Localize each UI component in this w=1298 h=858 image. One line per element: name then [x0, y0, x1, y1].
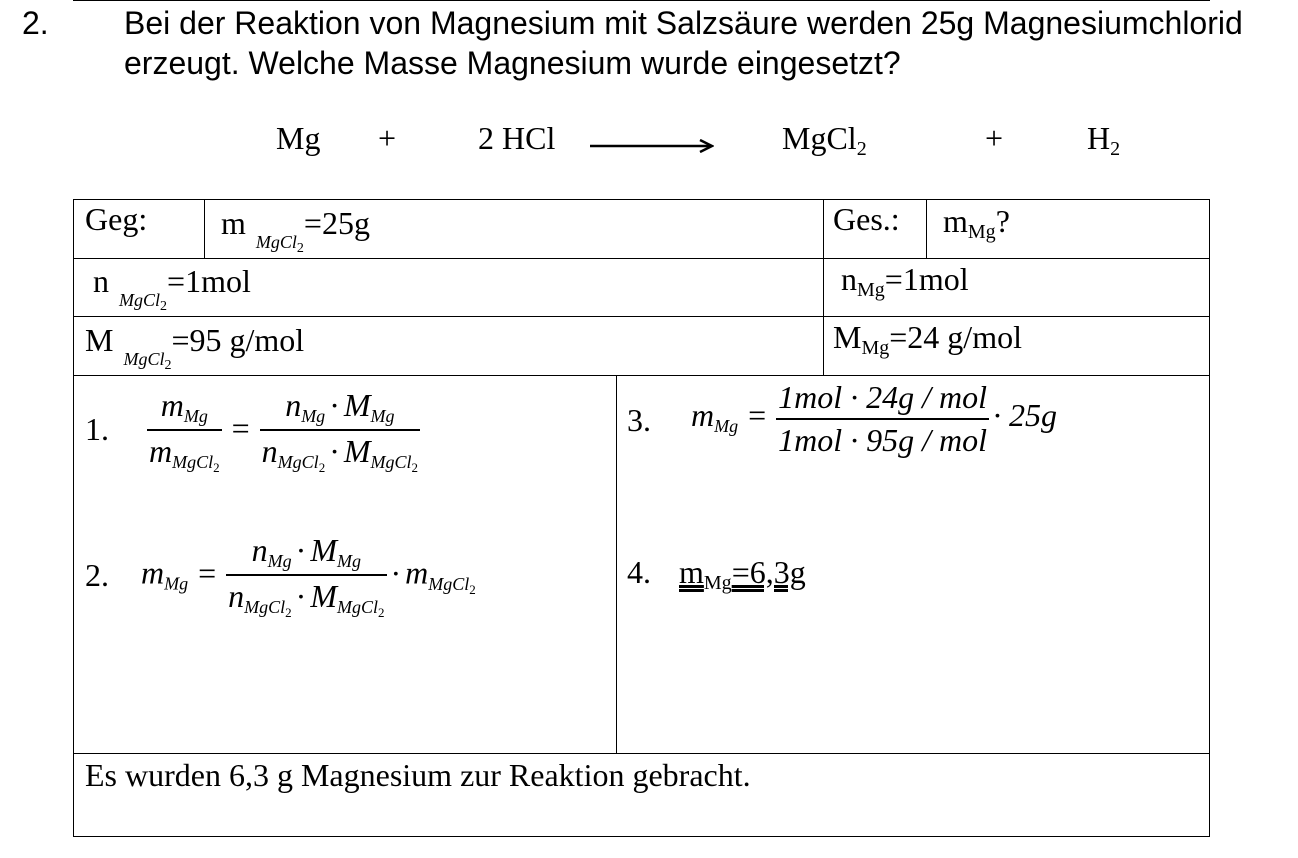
denominator	[147, 433, 222, 476]
question-text-line2: erzeugt. Welche Masse Magnesium wurde eingesetzt?	[124, 45, 901, 81]
subscript-index: 2	[285, 604, 292, 620]
question-text-line1: Bei der Reaktion von Magnesium mit Salzsäure werden 25g Magnesiumchlorid	[124, 5, 1243, 41]
mass-symbol: m	[405, 554, 429, 591]
mgcl2-subscript	[277, 451, 326, 475]
step-4-number: 4.	[627, 554, 651, 590]
amount-molar-fraction	[260, 387, 420, 476]
mass-symbol: m	[149, 432, 173, 469]
given-mass-subscript	[255, 232, 304, 256]
given-amount-subscript	[119, 290, 168, 314]
mg-subscript: Mg	[301, 406, 326, 426]
table-border	[73, 199, 74, 837]
table-border	[1209, 199, 1210, 837]
step-1-number: 1.	[85, 411, 109, 447]
given-molar-mass-subscript	[123, 349, 172, 373]
mass-symbol: m	[141, 554, 165, 591]
sought-mass-subscript: Mg	[967, 221, 996, 243]
subscript-text: MgCl	[277, 451, 319, 472]
denominator: 1mol · 95g / mol	[778, 421, 988, 458]
step-3-formula	[691, 379, 1057, 459]
plus-sign-1: +	[378, 120, 397, 156]
answer-sentence: Es wurden 6,3 g Magnesium zur Reaktion gebracht.	[85, 757, 751, 793]
molar-mass-symbol: M	[310, 577, 337, 614]
given-amount-mgcl2	[93, 263, 251, 315]
mass-ratio-fraction	[147, 387, 222, 476]
subscript-text: MgCl	[119, 290, 161, 310]
mg-subscript: Mg	[183, 406, 208, 426]
sought-molar-mass-value: =24 g/mol	[889, 319, 1022, 355]
subscript-index: 2	[318, 459, 326, 475]
reactant-hcl: 2 HCl	[478, 120, 556, 156]
mg-subscript: Mg	[336, 551, 361, 571]
fraction-bar	[260, 429, 420, 431]
table-divider	[73, 753, 1210, 754]
table-border	[73, 836, 1210, 837]
sought-amount-subscript: Mg	[857, 279, 885, 301]
table-divider	[616, 375, 617, 753]
subscript-index: 2	[296, 241, 304, 256]
result-mass-value: =6,3g	[731, 554, 806, 590]
step-2-number: 2.	[85, 557, 109, 593]
given-molar-mass-symbol: M	[85, 322, 114, 358]
multiply-dot: ·	[295, 577, 307, 614]
given-label: Geg:	[85, 201, 148, 237]
subscript-index: 2	[378, 604, 385, 620]
reaction-arrow-icon	[590, 139, 714, 153]
subscript-index: 2	[411, 459, 419, 475]
sought-molar-mass-symbol: M	[833, 319, 862, 355]
sought-question-mark: ?	[995, 203, 1010, 239]
given-mass-mgcl2	[221, 205, 370, 257]
step-4-result	[679, 554, 806, 595]
step-1-formula	[147, 387, 420, 476]
subscript-index: 2	[160, 299, 168, 314]
product-mgcl2-subscript: 2	[856, 138, 867, 160]
subscript-index: 2	[469, 581, 476, 597]
amount-symbol: n	[261, 432, 278, 469]
sought-molar-mass-mg	[833, 319, 1022, 360]
mg-subscript: Mg	[714, 416, 739, 437]
mgcl2-subscript	[370, 451, 419, 475]
product-h2-text: H	[1087, 120, 1111, 156]
sought-amount-mg	[841, 261, 969, 302]
sought-mass-mg	[943, 203, 1010, 244]
multiply-dot: ·	[390, 554, 402, 591]
subscript-text: MgCl	[244, 596, 286, 617]
fraction-bar	[226, 574, 386, 576]
numerator	[250, 532, 363, 572]
denominator	[260, 433, 420, 476]
mass-symbol: m	[160, 387, 184, 423]
sought-mass-symbol: m	[943, 203, 968, 239]
table-divider	[926, 199, 927, 258]
multiply-dot: ·	[295, 532, 307, 568]
subscript-index: 2	[213, 459, 220, 475]
sought-amount-symbol: n	[841, 261, 857, 297]
mgcl2-subscript	[336, 596, 385, 620]
given-amount-value: =1mol	[167, 263, 251, 299]
table-divider	[73, 316, 1210, 317]
table-divider	[823, 199, 824, 375]
sought-molar-mass-subscript: Mg	[861, 337, 890, 359]
equals-sign: =	[748, 397, 767, 434]
mgcl2-subscript	[428, 573, 476, 597]
subscript-text: MgCl	[336, 596, 378, 617]
given-mass-value: =25g	[303, 205, 370, 241]
molar-mass-symbol: M	[310, 532, 337, 568]
solution-table	[73, 199, 1210, 837]
product-mgcl2-text: MgCl	[782, 120, 857, 156]
top-rule	[73, 0, 1210, 1]
mgcl2-subscript	[172, 451, 220, 475]
given-molar-mass-mgcl2	[85, 322, 304, 374]
reactant-mg: Mg	[276, 120, 321, 156]
subscript-text: MgCl	[172, 451, 214, 472]
given-amount-symbol: n	[93, 263, 109, 299]
subscript-text: MgCl	[428, 573, 470, 594]
molar-mass-symbol: M	[343, 387, 371, 423]
multiply-dot: ·	[329, 387, 340, 423]
plus-sign-2: +	[985, 120, 1004, 156]
amount-symbol: n	[228, 577, 245, 614]
mg-subscript: Mg	[370, 406, 395, 426]
mass-symbol: m	[691, 397, 715, 434]
equals-sign: =	[198, 554, 217, 591]
mg-subscript: Mg	[164, 573, 189, 594]
numerator	[159, 387, 210, 427]
subscript-index: 2	[164, 358, 172, 373]
fraction-bar	[147, 429, 222, 431]
denominator	[226, 578, 386, 621]
amount-molar-fraction	[226, 532, 386, 621]
result-mass-symbol: m	[679, 554, 704, 590]
calculation-fraction	[776, 379, 989, 459]
table-divider	[73, 375, 1210, 376]
amount-symbol: n	[285, 387, 302, 423]
multiply-dot: ·	[329, 432, 340, 469]
amount-symbol: n	[251, 532, 268, 568]
equals-sign: =	[231, 409, 250, 446]
table-divider	[73, 258, 1210, 259]
step-2-formula	[141, 532, 476, 621]
mg-subscript: Mg	[267, 551, 292, 571]
result-mass-subscript: Mg	[703, 572, 732, 594]
step-3-number: 3.	[627, 402, 651, 438]
sought-amount-value: =1mol	[884, 261, 969, 297]
numerator: 1mol · 24g / mol	[778, 379, 988, 415]
given-molar-mass-value: =95 g/mol	[171, 322, 305, 358]
subscript-text: MgCl	[370, 451, 412, 472]
product-h2	[1087, 120, 1120, 161]
numerator	[283, 387, 396, 427]
sought-label: Ges.:	[833, 201, 900, 237]
molar-mass-symbol: M	[343, 432, 371, 469]
subscript-text: MgCl	[123, 349, 165, 369]
product-mgcl2	[782, 120, 867, 161]
mass-factor: · 25g	[993, 397, 1058, 434]
table-divider	[204, 199, 205, 258]
mgcl2-subscript	[244, 596, 292, 620]
subscript-text: MgCl	[255, 232, 297, 252]
fraction-bar	[776, 418, 989, 420]
product-h2-subscript: 2	[1110, 138, 1121, 160]
question-number: 2.	[22, 5, 49, 41]
table-border	[73, 199, 1210, 200]
given-mass-symbol: m	[221, 205, 246, 241]
